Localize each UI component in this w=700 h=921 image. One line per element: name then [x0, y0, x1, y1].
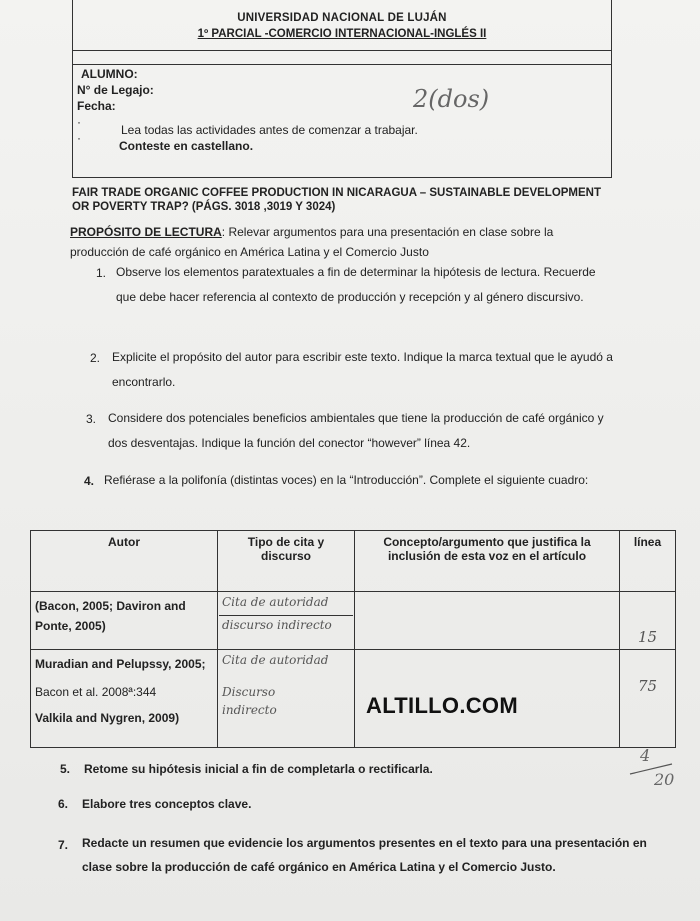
row1-line [620, 592, 676, 650]
instruction-read-all: Lea todas las actividades antes de comenzar a trabajar. [121, 123, 418, 137]
table-header-row [31, 531, 676, 592]
col-concepto: Concepto/argumento que justifica la inclusión de esta voz en el artículo [355, 531, 620, 592]
q2-number: 2. [90, 351, 101, 365]
purpose-label: PROPÓSITO DE LECTURA [70, 225, 222, 239]
row1-hw-type-a: Cita de autoridad [222, 595, 329, 609]
q1-number: 1. [96, 266, 107, 280]
reading-purpose [70, 222, 615, 262]
row2-author-a: Muradian and Pelupssy, 2005; [35, 657, 206, 671]
col-linea: línea [620, 531, 676, 592]
row1-author: (Bacon, 2005; Daviron and Ponte, 2005) [31, 592, 218, 650]
row2-hw-type-c: indirecto [222, 703, 277, 717]
q4-text: Refiérase a la polifonía (distintas voces) en la “Introducción”. Complete el siguiente cuadro: [104, 473, 589, 487]
exam-title: 1º PARCIAL -COMERCIO INTERNACIONAL-INGLÉS II [197, 28, 487, 40]
q5-text: Retome su hipótesis inicial a fin de completarla o rectificarla. [84, 762, 433, 776]
q3-text: Considere dos potenciales beneficios ambientales que tiene la producción de café orgánico y dos desventajas. Indique la función del conector “however” línea 42. [108, 411, 604, 450]
col-tipo-cita: Tipo de cita y discurso [218, 531, 355, 592]
row2-author-c: Valkila and Nygren, 2009) [35, 711, 180, 725]
row2-line [620, 650, 676, 748]
q2-text: Explicite el propósito del autor para escribir este texto. Indique la marca textual que le ayudó a encontrarlo. [112, 350, 613, 389]
legajo-label: N° de Legajo: [77, 83, 154, 97]
handwritten-grade-note: 2(dos) [413, 85, 490, 113]
grade-denominator: 20 [654, 770, 675, 789]
row2-hw-type-b: Discurso [222, 685, 276, 699]
q6-text: Elabore tres conceptos clave. [82, 797, 252, 811]
row2-hw-type-a: Cita de autoridad [222, 653, 329, 667]
watermark: ALTILLO.COM [366, 693, 518, 718]
fecha-label: Fecha: [77, 99, 116, 113]
student-info-box [72, 50, 612, 178]
row2-author-b: Bacon et al. 2008ª:344 [35, 685, 157, 699]
row1-hw-line: 15 [637, 628, 658, 646]
col-autor: Autor [31, 531, 218, 592]
q5-number: 5. [60, 762, 71, 776]
q4-number: 4. [84, 474, 95, 488]
grade-numerator: 4 [640, 746, 651, 765]
q6-number: 6. [58, 797, 69, 811]
purpose-text: : Relevar argumentos para una presentación en clase sobre la producción de café orgánico en América Latina y el Comercio Justo [70, 225, 554, 259]
q3-number: 3. [86, 412, 97, 426]
q7-text: Redacte un resumen que evidencie los argumentos presentes en el texto para una presentación en clase sobre la producción de café orgánico en América Latina y el Comercio Justo. [82, 836, 647, 874]
row2-type [218, 650, 355, 748]
instruction-answer-spanish: Conteste en castellano. [119, 139, 254, 153]
row2-hw-line: 75 [637, 677, 658, 695]
row1-concept [355, 592, 620, 650]
alumno-label: ALUMNO: [81, 67, 138, 81]
table-row [31, 650, 676, 748]
bullet-dot-2: · [77, 131, 81, 145]
q1-text: Observe los elementos paratextuales a fin de determinar la hipótesis de lectura. Recuerde que debe hacer referencia al contexto de producción y recepción y al género discursivo. [116, 265, 596, 304]
article-title: FAIR TRADE ORGANIC COFFEE PRODUCTION IN NICARAGUA – SUSTAINABLE DEVELOPMENT OR POVERTY TRAP? (PÁGS. 3018 ,3019 Y 3024) [72, 187, 602, 213]
table-row [31, 592, 676, 650]
university-name: UNIVERSIDAD NACIONAL DE LUJÁN [237, 12, 447, 24]
row2-author [31, 650, 218, 748]
row1-type [218, 592, 355, 650]
bullet-dot-1: · [77, 115, 81, 129]
q7-number: 7. [58, 838, 69, 852]
polyphony-table [30, 530, 676, 748]
row1-hw-type-b: discurso indirecto [219, 615, 353, 634]
